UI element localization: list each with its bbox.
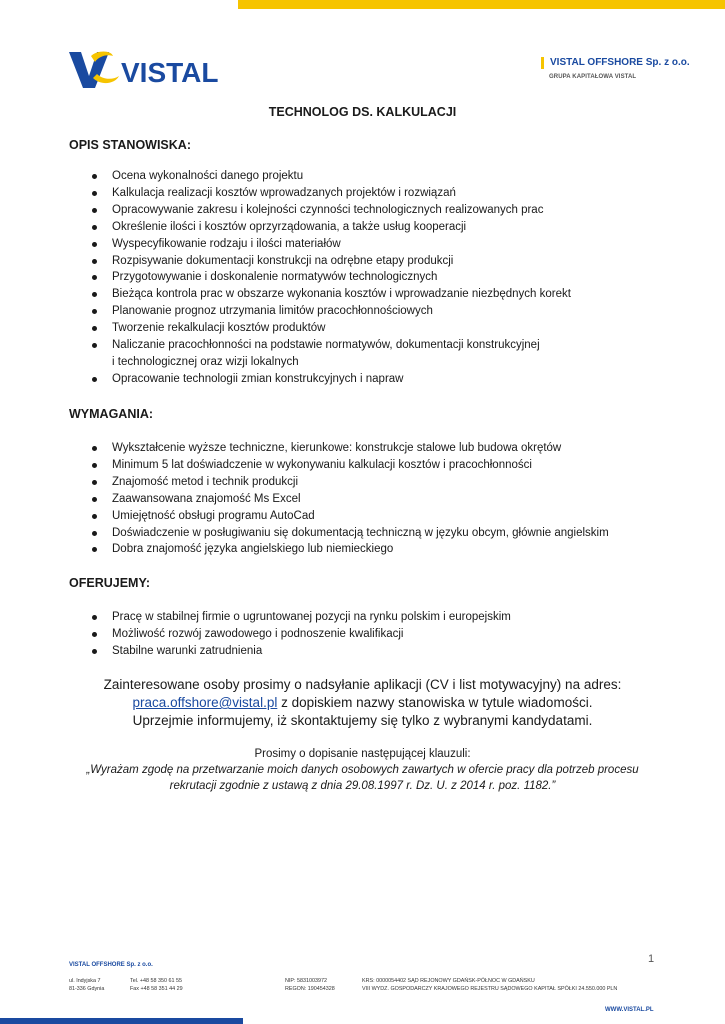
document-title: TECHNOLOG DS. KALKULACJI (268, 105, 457, 119)
requirements-list (90, 440, 609, 558)
section-heading-requirements: WYMAGANIA: (69, 407, 154, 421)
list-item: Kalkulacja realizacji kosztów wprowadzanych projektów i rozwiązań (90, 185, 571, 202)
list-item: Bieżąca kontrola prac w obszarze wykonania kosztów i wprowadzanie niezbędnych korekt (90, 286, 571, 303)
footer-krs: KRS: 0000054402 SĄD REJONOWY GDAŃSK-PÓŁNOC W GDAŃSKU (362, 978, 535, 984)
list-item: Możliwość rozwój zawodowego i podnoszenie kwalifikacji (90, 626, 511, 643)
list-item: Wyspecyfikowanie rodzaju i ilości materiałów (90, 236, 571, 253)
list-item: Ocena wykonalności danego projektu (90, 168, 571, 185)
footer-website: WWW.VISTAL.PL (605, 1007, 654, 1013)
footer-regon: REGON: 190454328 (285, 986, 335, 992)
list-item: Doświadczenie w posługiwaniu się dokumentacją techniczną w języku obcym, głównie angielskim (90, 525, 609, 542)
company-name: VISTAL OFFSHORE Sp. z o.o. (541, 57, 690, 69)
list-item: Dobra znajomość języka angielskiego lub niemieckiego (90, 541, 609, 558)
list-item: Określenie ilości i kosztów oprzyrządowania, a także usług kooperacji (90, 219, 571, 236)
footer-registry (362, 977, 617, 993)
email-link[interactable]: praca.offshore@vistal.pl (132, 695, 278, 710)
list-item: Planowanie prognoz utrzymania limitów pracochłonnościowych (90, 303, 571, 320)
footer-phone (130, 977, 183, 993)
list-item: Znajomość metod i technik produkcji (90, 474, 609, 491)
logo-wordmark: VISTAL (121, 57, 219, 88)
footer-address-line-2: 81-336 Gdynia (69, 986, 105, 992)
list-item: Minimum 5 lat doświadczenie w wykonywaniu kalkulacji kosztów i pracochłonności (90, 457, 609, 474)
footer-nip: NIP: 5831003972 (285, 978, 327, 984)
list-item: Opracowywanie zakresu i kolejności czynności technologicznych realizowanych prac (90, 202, 571, 219)
application-info (0, 676, 725, 730)
list-item-multiline (90, 337, 571, 371)
footer-ids (285, 977, 335, 993)
contact-line-2-suffix: z dopiskiem nazwy stanowiska w tytule wiadomości. (277, 695, 593, 710)
list-item: Stabilne warunki zatrudnienia (90, 643, 511, 660)
list-item: Przygotowywanie i doskonalenie normatywów technologicznych (90, 269, 571, 286)
header-accent-bar (238, 0, 725, 9)
company-header (541, 57, 690, 80)
footer-accent-bar (0, 1018, 243, 1024)
offer-list (90, 609, 511, 660)
list-item: Wykształcenie wyższe techniczne, kierunkowe: konstrukcje stalowe lub budowa okrętów (90, 440, 609, 457)
footer-address (69, 977, 104, 993)
contact-line-2 (0, 694, 725, 712)
footer-address-line-1: ul. Indyjska 7 (69, 978, 101, 984)
footer-fax: Fax +48 58 351 44 29 (130, 986, 183, 992)
footer-company-name: VISTAL OFFSHORE Sp. z o.o. (69, 962, 153, 968)
contact-line-3: Uprzejmie informujemy, iż skontaktujemy się tylko z wybranymi kandydatami. (132, 713, 593, 728)
clause-intro: Prosimy o dopisanie następującej klauzuli: (254, 748, 471, 760)
footer-court: VIII WYDZ. GOSPODARCZY KRAJOWEGO REJESTRU SĄDOWEGO KAPITAŁ SPÓŁKI 24.550.000 PLN (362, 986, 618, 992)
list-item: Zaawansowana znajomość Ms Excel (90, 491, 609, 508)
page-number: 1 (648, 953, 655, 965)
contact-line-1: Zainteresowane osoby prosimy o nadsyłanie aplikacji (CV i list motywacyjny) na adres: (103, 677, 622, 692)
list-item: Pracę w stabilnej firmie o ugruntowanej pozycji na rynku polskim i europejskim (90, 609, 511, 626)
list-item: Umiejętność obsługi programu AutoCad (90, 508, 609, 525)
description-list (90, 168, 571, 388)
footer-tel: Tel. +48 58 350 61 55 (130, 978, 183, 984)
list-item-continuation: i technologicznej oraz wizji lokalnych (112, 355, 299, 368)
gdpr-clause (0, 746, 725, 794)
company-group: GRUPA KAPITAŁOWA VISTAL (549, 74, 637, 80)
clause-quote-line-2: rekrutacji zgodnie z ustawą z dnia 29.08.1997 r. Dz. U. z 2014 r. poz. 1182.” (169, 780, 556, 792)
list-item: Opracowanie technologii zmian konstrukcyjnych i napraw (90, 371, 571, 388)
section-heading-description: OPIS STANOWISKA: (69, 138, 191, 152)
section-heading-offer: OFERUJEMY: (69, 576, 151, 590)
list-item: Tworzenie rekalkulacji kosztów produktów (90, 320, 571, 337)
list-item: Rozpisywanie dokumentacji konstrukcji na odrębne etapy produkcji (90, 253, 571, 270)
vistal-logo (67, 48, 245, 92)
list-item-text: Naliczanie pracochłonności na podstawie normatywów, dokumentacji konstrukcyjnej (112, 339, 540, 352)
clause-quote-line-1: „Wyrażam zgodę na przetwarzanie moich danych osobowych zawartych w ofercie pracy dla potrzeb procesu (86, 764, 639, 776)
